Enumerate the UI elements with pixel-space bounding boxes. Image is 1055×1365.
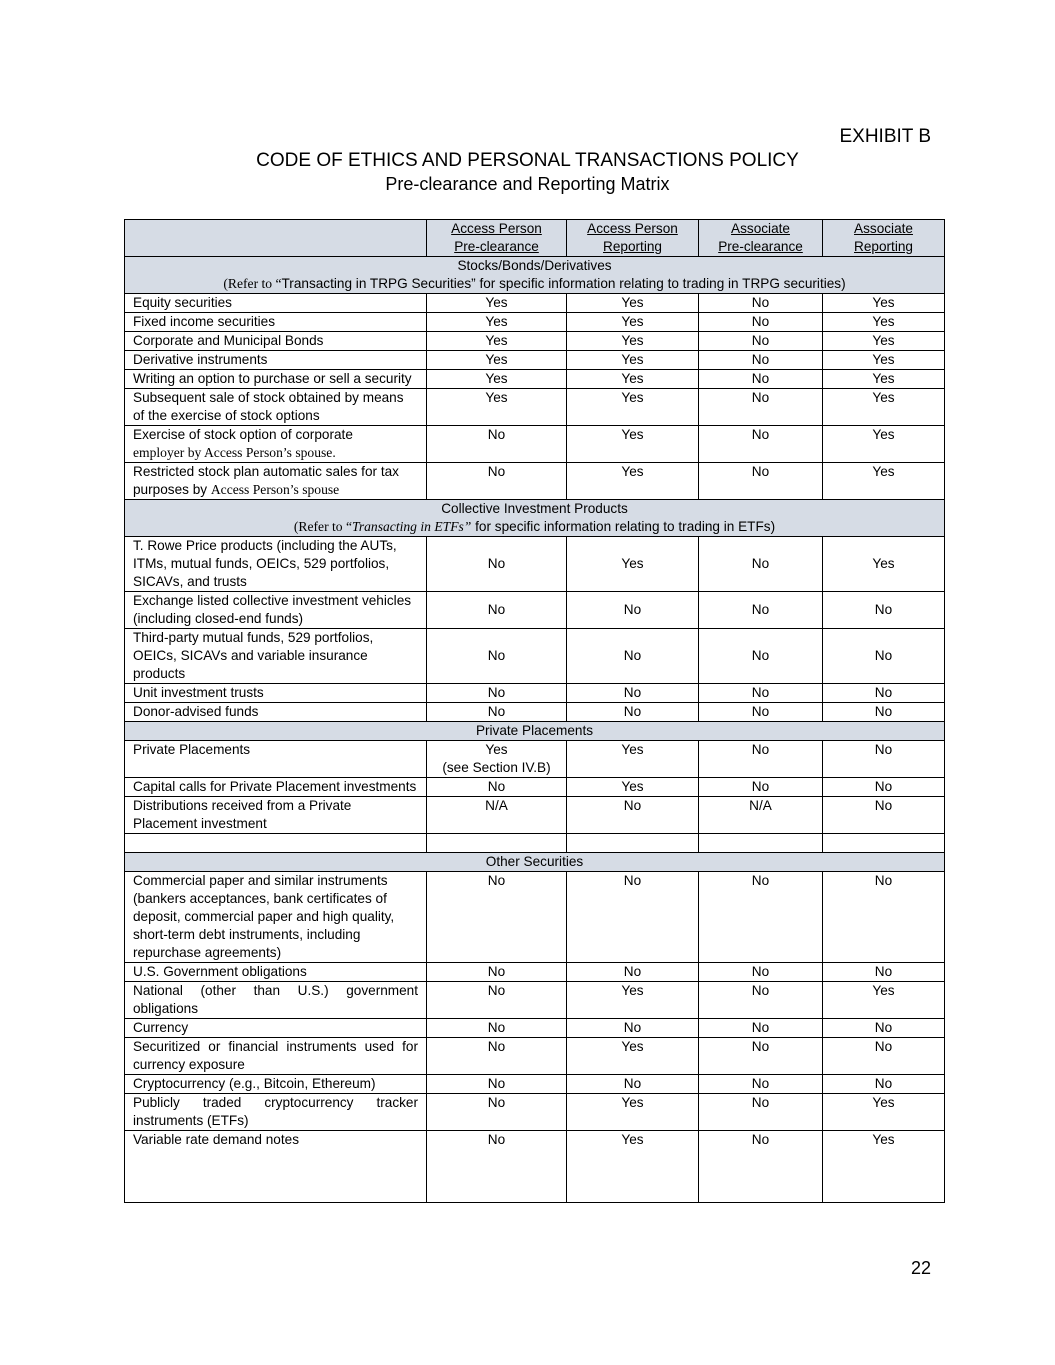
empty-row xyxy=(125,834,945,853)
table-cell-value: No xyxy=(427,1094,567,1131)
table-cell-value: Yes xyxy=(427,332,567,351)
table-row xyxy=(125,370,945,389)
table-row xyxy=(125,313,945,332)
header-ap-preclearance xyxy=(427,220,567,257)
table-cell-value: No xyxy=(699,313,823,332)
table-cell-value: Yes xyxy=(567,351,699,370)
table-cell-value: Yes xyxy=(567,982,699,1019)
table-cell-label: Exchange listed collective investment vehicles (including closed-end funds) xyxy=(125,592,427,629)
table-row xyxy=(125,963,945,982)
table-cell-value: Yes xyxy=(823,537,945,592)
section-header-row xyxy=(125,257,945,294)
table-cell-label: Currency xyxy=(125,1019,427,1038)
table-cell-label: Publicly traded cryptocurrency tracker instruments (ETFs) xyxy=(125,1094,427,1131)
table-cell-value: Yes xyxy=(567,1038,699,1075)
table-cell-value: No xyxy=(699,1075,823,1094)
table-cell-label xyxy=(125,834,427,853)
table-cell-value: No xyxy=(427,1075,567,1094)
table-header-row xyxy=(125,220,945,257)
section-private-placements: Private Placements xyxy=(125,722,945,741)
table-cell-value: No xyxy=(823,592,945,629)
cell-text: for specific information relating to trading in ETFs) xyxy=(471,519,776,534)
table-cell-value: No xyxy=(823,741,945,778)
cell-text xyxy=(133,518,936,536)
table-cell-value: No xyxy=(823,797,945,834)
table-cell-value: No xyxy=(567,797,699,834)
table-cell-value: Yes xyxy=(823,370,945,389)
table-cell-value: Yes xyxy=(823,463,945,500)
cell-text: Associate xyxy=(731,221,790,236)
table-cell-label xyxy=(125,426,427,463)
section-header-row xyxy=(125,500,945,537)
table-cell-value: No xyxy=(567,703,699,722)
table-cell-label xyxy=(427,834,567,853)
table-cell-value: No xyxy=(699,537,823,592)
table-cell-value: Yes xyxy=(567,1131,699,1203)
table-cell-value: No xyxy=(567,684,699,703)
table-row xyxy=(125,872,945,963)
table-row xyxy=(125,294,945,313)
cell-text: Reporting xyxy=(854,239,913,254)
table-cell-value: Yes xyxy=(427,370,567,389)
table-cell-value: No xyxy=(427,629,567,684)
table-cell-label: Corporate and Municipal Bonds xyxy=(125,332,427,351)
table-cell-value: No xyxy=(823,1075,945,1094)
table-cell-value: No xyxy=(427,982,567,1019)
table-cell-value xyxy=(427,741,567,778)
cell-text: Access Person xyxy=(587,221,678,236)
table-cell-value: Yes xyxy=(427,389,567,426)
table-cell-value: No xyxy=(427,1019,567,1038)
table-cell-value: No xyxy=(567,872,699,963)
table-cell-label: Third-party mutual funds, 529 portfolios, OEICs, SICAVs and variable insurance products xyxy=(125,629,427,684)
header-blank-cell xyxy=(125,220,427,257)
table-cell-value: Yes xyxy=(567,778,699,797)
table-cell-label: Cryptocurrency (e.g., Bitcoin, Ethereum) xyxy=(125,1075,427,1094)
table-cell-value: No xyxy=(567,629,699,684)
table-cell-value: N/A xyxy=(699,797,823,834)
table-cell-value: No xyxy=(567,963,699,982)
table-cell-value: No xyxy=(823,684,945,703)
table-cell-value: No xyxy=(567,1019,699,1038)
table-cell-value: Yes xyxy=(823,1094,945,1131)
table-row xyxy=(125,1075,945,1094)
exhibit-label: EXHIBIT B xyxy=(839,126,931,147)
table-cell-value: No xyxy=(699,872,823,963)
table-row xyxy=(125,703,945,722)
section-other-securities: Other Securities xyxy=(125,853,945,872)
table-row xyxy=(125,592,945,629)
table-cell-value: No xyxy=(699,332,823,351)
header-ap-reporting xyxy=(567,220,699,257)
table-cell-value: Yes xyxy=(427,313,567,332)
table-row xyxy=(125,1094,945,1131)
cell-text: ” for specific information relating to trading in TRPG securities) xyxy=(471,276,846,291)
page-title: CODE OF ETHICS AND PERSONAL TRANSACTIONS POLICY xyxy=(256,150,799,171)
table-cell-value: No xyxy=(427,684,567,703)
table-cell-value: Yes xyxy=(567,426,699,463)
table-cell-value: No xyxy=(699,1019,823,1038)
cell-text: Reporting xyxy=(603,239,662,254)
table-cell-value: Yes xyxy=(823,389,945,426)
table-cell-value: No xyxy=(699,963,823,982)
table-cell-value: No xyxy=(427,1131,567,1203)
table-cell-label xyxy=(125,463,427,500)
cell-text: Pre-clearance xyxy=(718,239,803,254)
cell-text xyxy=(133,275,936,293)
table-cell-value: No xyxy=(699,370,823,389)
table-cell-value: Yes xyxy=(823,982,945,1019)
table-cell-value: Yes xyxy=(823,313,945,332)
table-cell-label: National (other than U.S.) government obligations xyxy=(125,982,427,1019)
table-cell-value: No xyxy=(699,684,823,703)
table-row xyxy=(125,684,945,703)
table-cell-value: No xyxy=(699,389,823,426)
table-cell-value: No xyxy=(427,872,567,963)
cell-text: Associate xyxy=(854,221,913,236)
table-row xyxy=(125,1038,945,1075)
table-cell-value: No xyxy=(427,426,567,463)
cell-text: employer by Access Person’s spouse. xyxy=(133,445,336,460)
table-cell-value: Yes xyxy=(567,332,699,351)
cell-text: Exercise of stock option of corporate xyxy=(133,427,353,442)
table-cell-label: Fixed income securities xyxy=(125,313,427,332)
section-header-row xyxy=(125,853,945,872)
table-row xyxy=(125,537,945,592)
table-cell-label: Variable rate demand notes xyxy=(125,1131,427,1203)
table-cell-label xyxy=(823,834,945,853)
table-cell-label: Commercial paper and similar instruments (bankers acceptances, bank certificates of deposit, commercial paper and high quality, short-term debt instruments, including repurchase agreements) xyxy=(125,872,427,963)
table-cell-label: Donor-advised funds xyxy=(125,703,427,722)
table-cell-value: No xyxy=(823,963,945,982)
table-cell-label: Writing an option to purchase or sell a security xyxy=(125,370,427,389)
table-cell-value: Yes xyxy=(567,741,699,778)
table-cell-value: No xyxy=(823,778,945,797)
cell-text: (Refer to “ xyxy=(293,519,353,534)
table-cell-value: Yes xyxy=(567,1094,699,1131)
page-number: 22 xyxy=(910,1258,931,1278)
section-collective-investment xyxy=(125,500,945,537)
table-cell-value: Yes xyxy=(567,313,699,332)
table-cell-value: Yes xyxy=(567,537,699,592)
table-cell-value: No xyxy=(699,982,823,1019)
table-cell-label: Securitized or financial instruments used for currency exposure xyxy=(125,1038,427,1075)
table-cell-value: Yes xyxy=(567,370,699,389)
table-cell-value: No xyxy=(699,592,823,629)
table-cell-value: No xyxy=(699,778,823,797)
table-cell-value: No xyxy=(427,778,567,797)
header-assoc-preclearance xyxy=(699,220,823,257)
table-cell-label: Capital calls for Private Placement investments xyxy=(125,778,427,797)
table-cell-value: Yes xyxy=(823,332,945,351)
table-row xyxy=(125,797,945,834)
table-cell-value: No xyxy=(427,703,567,722)
table-cell-label: Derivative instruments xyxy=(125,351,427,370)
table-cell-label: Distributions received from a Private Placement investment xyxy=(125,797,427,834)
table-cell-label xyxy=(699,834,823,853)
table-cell-value: Yes xyxy=(823,1131,945,1203)
table-cell-value: Yes xyxy=(567,463,699,500)
table-cell-value: No xyxy=(427,1038,567,1075)
table-cell-value: Yes xyxy=(427,294,567,313)
table-cell-value: Yes xyxy=(567,294,699,313)
table-row xyxy=(125,426,945,463)
table-row xyxy=(125,778,945,797)
table-cell-value: No xyxy=(699,351,823,370)
table-cell-value: No xyxy=(699,294,823,313)
table-row xyxy=(125,741,945,778)
table-cell-label: U.S. Government obligations xyxy=(125,963,427,982)
table-cell-value: Yes xyxy=(567,389,699,426)
table-row xyxy=(125,389,945,426)
table-cell-value: No xyxy=(427,463,567,500)
table-cell-label: Equity securities xyxy=(125,294,427,313)
table-cell-label: Private Placements xyxy=(125,741,427,778)
table-cell-value: Yes xyxy=(823,294,945,313)
table-cell-value: Yes xyxy=(823,351,945,370)
table-cell-value: No xyxy=(823,872,945,963)
cell-text: Transacting in ETFs” xyxy=(352,519,472,534)
cell-text: Transacting in TRPG Securities xyxy=(281,276,472,291)
table-row xyxy=(125,351,945,370)
page-subtitle: Pre-clearance and Reporting Matrix xyxy=(385,174,670,194)
cell-text: (Refer to “ xyxy=(223,276,282,291)
table-cell-value: No xyxy=(823,629,945,684)
table-cell-label: T. Rowe Price products (including the AUTs, ITMs, mutual funds, OEICs, 529 portfolios, SICAVs, and trusts xyxy=(125,537,427,592)
cell-text: Pre-clearance xyxy=(454,239,539,254)
section-stocks xyxy=(125,257,945,294)
table-cell-label xyxy=(567,834,699,853)
cell-text: Collective Investment Products xyxy=(441,501,628,516)
table-row xyxy=(125,629,945,684)
table-cell-value: No xyxy=(699,741,823,778)
table-cell-label: Subsequent sale of stock obtained by means of the exercise of stock options xyxy=(125,389,427,426)
table-cell-value: No xyxy=(699,629,823,684)
table-row xyxy=(125,1131,945,1203)
table-cell-value: No xyxy=(699,703,823,722)
cell-text: Yes xyxy=(485,742,508,757)
table-row xyxy=(125,1019,945,1038)
table-cell-value: No xyxy=(699,1038,823,1075)
table-cell-value: No xyxy=(427,963,567,982)
cell-text: Access Person xyxy=(451,221,542,236)
preclearance-matrix-table xyxy=(124,219,945,1203)
table-cell-value: No xyxy=(427,592,567,629)
table-cell-value: No xyxy=(823,703,945,722)
table-cell-value: Yes xyxy=(427,351,567,370)
table-row xyxy=(125,463,945,500)
table-cell-label: Unit investment trusts xyxy=(125,684,427,703)
table-cell-value: No xyxy=(699,1131,823,1203)
table-cell-value: No xyxy=(823,1019,945,1038)
table-row xyxy=(125,982,945,1019)
table-cell-value: No xyxy=(699,463,823,500)
table-cell-value: No xyxy=(567,592,699,629)
cell-text: Access Person’s spouse xyxy=(210,482,340,497)
table-cell-value: No xyxy=(823,1038,945,1075)
table-row xyxy=(125,332,945,351)
table-cell-value: No xyxy=(699,1094,823,1131)
table-cell-value: No xyxy=(567,1075,699,1094)
table-cell-value: Yes xyxy=(823,426,945,463)
table-cell-value: N/A xyxy=(427,797,567,834)
table-cell-value: No xyxy=(699,426,823,463)
cell-text: Restricted stock plan automatic sales for tax purposes by xyxy=(133,464,399,497)
cell-text: Stocks/Bonds/Derivatives xyxy=(457,258,612,273)
header-assoc-reporting xyxy=(823,220,945,257)
section-header-row xyxy=(125,722,945,741)
table-cell-value: No xyxy=(427,537,567,592)
cell-text: (see Section IV.B) xyxy=(442,760,551,775)
